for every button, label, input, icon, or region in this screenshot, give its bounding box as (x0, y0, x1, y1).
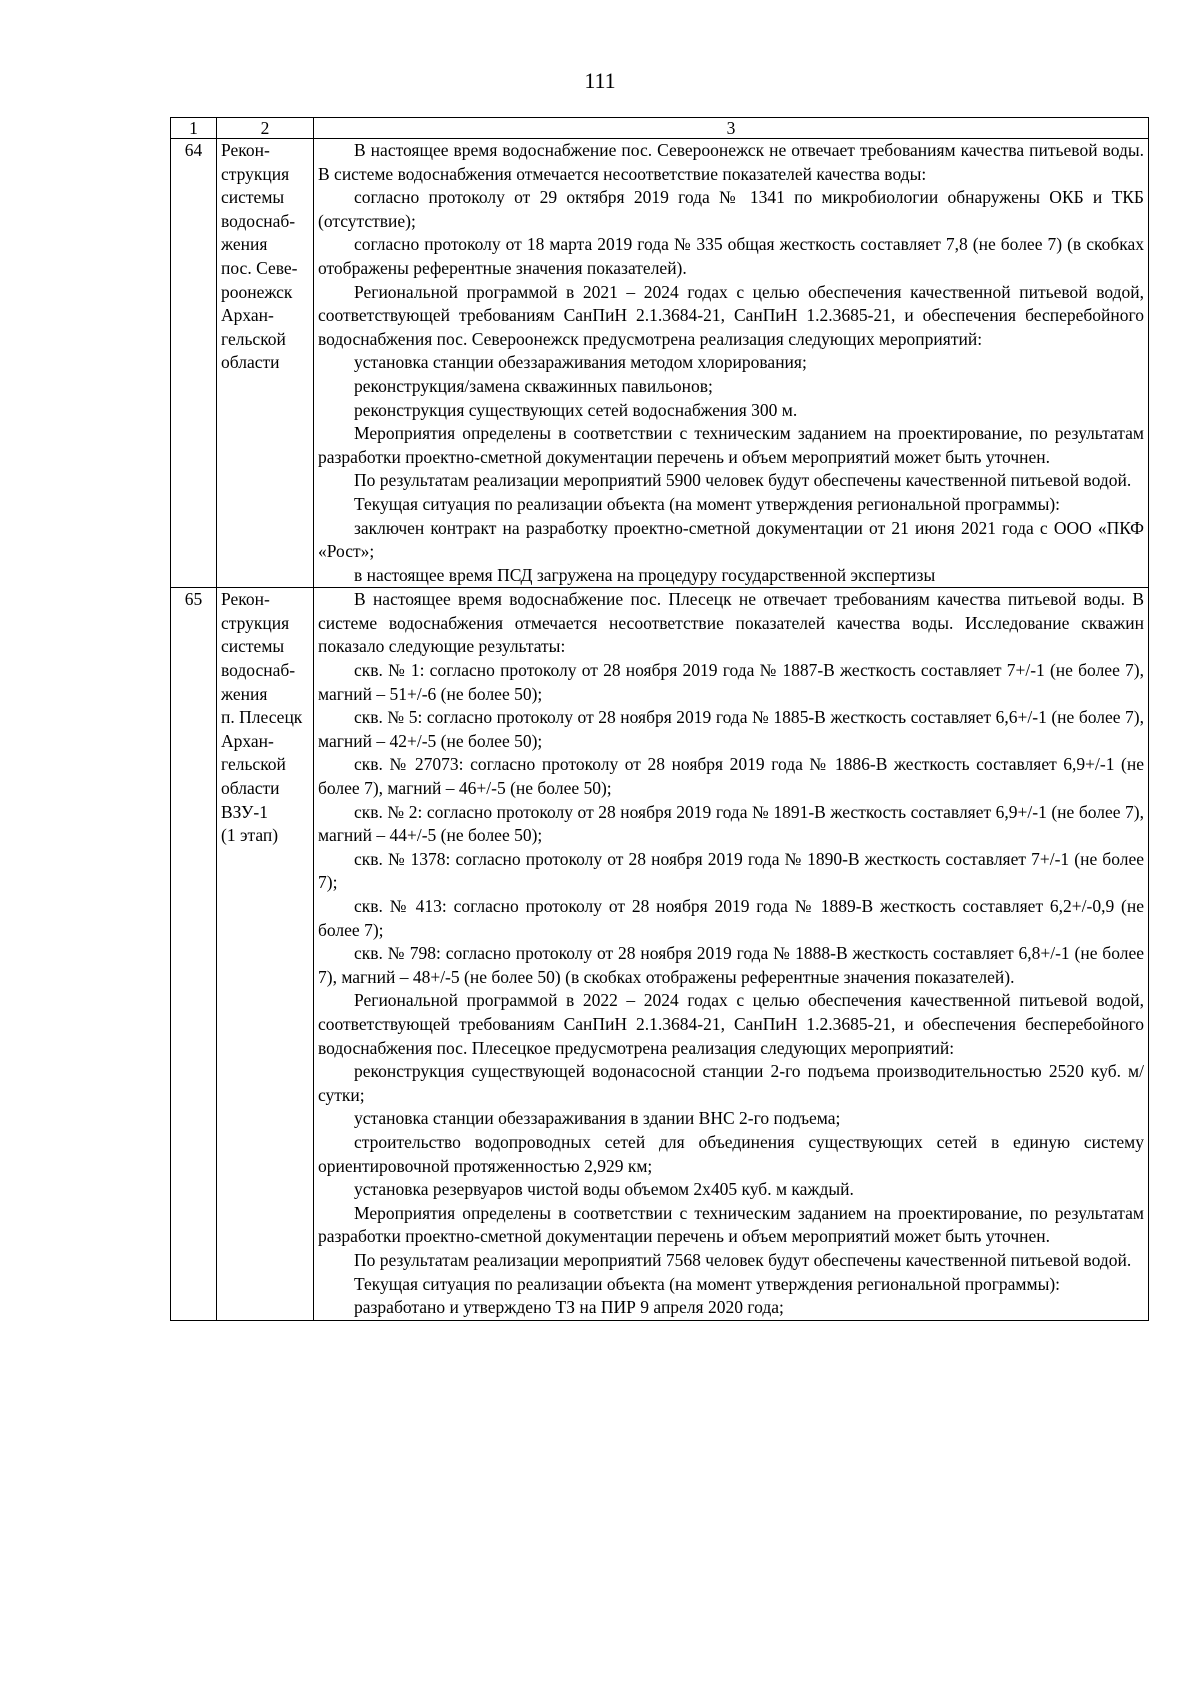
object-name-line: струкция (221, 163, 290, 184)
header-cell-3: 3 (314, 118, 1149, 139)
object-name-line: области (221, 778, 280, 799)
description-paragraph: скв. № 27073: согласно протоколу от 28 ноября 2019 года № 1886-В жесткость составляет 6,9+/-1 (не более 7), магний – 46+/-5 (не более 50); (318, 754, 1144, 799)
description-paragraph: Региональной программой в 2021 – 2024 годах с целью обеспечения качественной питьевой водой, соответствующей требованиям СанПиН 2.1.3684-21, СанПиН 1.2.3685-21, и обеспечения бесперебойного водоснабжения пос. Североонежск предусмотрена реализация следующих мероприятий: (318, 281, 1144, 349)
description-paragraph: реконструкция/замена скважинных павильонов; (354, 375, 713, 396)
description-paragraph: Текущая ситуация по реализации объекта (на момент утверждения региональной программы): (354, 493, 1061, 514)
table-header-row (171, 118, 1149, 139)
object-name-line: гельской (221, 754, 286, 775)
description-paragraph: По результатам реализации мероприятий 5900 человек будут обеспечены качественной питьевой водой. (354, 470, 1132, 491)
page-number: 111 (584, 68, 616, 93)
description-paragraph: строительство водопроводных сетей для объединения существующих сетей в единую систему ориентировочной протяженностью 2,929 км; (318, 1131, 1144, 1176)
description-paragraph: скв. № 5: согласно протоколу от 28 ноября 2019 года № 1885-В жесткость составляет 6,6+/-1 (не более 7), магний – 42+/-5 (не более 50); (318, 707, 1144, 751)
description-paragraph: разработано и утверждено ТЗ на ПИР 9 апреля 2020 года; (354, 1297, 784, 1318)
description-paragraph: Мероприятия определены в соответствии с техническим заданием на проектирование, по результатам разработки проектно-сметной документации перечень и объем мероприятий может быть уточнен. (318, 423, 1144, 467)
description-paragraph: Мероприятия определены в соответствии с техническим заданием на проектирование, по результатам разработки проектно-сметной документации перечень и объем мероприятий может быть уточнен. (318, 1202, 1144, 1247)
description-paragraph: Региональной программой в 2022 – 2024 годах с целью обеспечения качественной питьевой водой, соответствующей требованиям СанПиН 2.1.3684-21, СанПиН 1.2.3685-21, и обеспечения бесперебойного водоснабжения пос. Плесецкое предусмотрена реализация следующих мероприятий: (318, 990, 1144, 1058)
object-name-line: гельской (221, 328, 286, 349)
object-name-line: системы (221, 187, 285, 208)
object-name-line: Архан- (221, 730, 274, 751)
description-paragraph: скв. № 1: согласно протоколу от 28 ноября 2019 года № 1887-В жесткость составляет 7+/-1 (не более 7), магний – 51+/-6 (не более 50); (318, 660, 1144, 704)
description-paragraph: согласно протоколу от 18 марта 2019 года № 335 общая жесткость составляет 7,8 (не более 7) (в скобках отображены референтные значения показателей). (318, 234, 1144, 278)
description-paragraph: установка станции обеззараживания методом хлорирования; (354, 352, 807, 373)
object-name-line: водоснаб- (221, 210, 296, 231)
row-number-cell: 64 (171, 139, 217, 588)
description-paragraph: установка станции обеззараживания в здании ВНС 2-го подъема; (354, 1108, 841, 1129)
object-name-line: области (221, 352, 280, 373)
table-row (171, 139, 1149, 588)
object-name-line: Рекон- (221, 140, 270, 160)
description-paragraph: скв. № 1378: согласно протоколу от 28 ноября 2019 года № 1890-В жесткость составляет 7+/-1 (не более 7); (318, 848, 1144, 893)
object-name-cell (217, 139, 314, 588)
object-name-line: системы (221, 636, 285, 657)
table-row (171, 588, 1149, 1320)
document-table (170, 117, 1149, 1321)
description-paragraph: В настоящее время водоснабжение пос. Североонежск не отвечает требованиям качества питьевой воды. В системе водоснабжения отмечается несоответствие показателей качества воды: (318, 140, 1144, 184)
description-paragraph: согласно протоколу от 29 октября 2019 года № 1341 по микробиологии обнаружены ОКБ и ТКБ (отсутствие); (318, 187, 1144, 231)
object-name-line: Рекон- (221, 589, 270, 610)
object-name-line: п. Плесецк (221, 707, 303, 728)
description-paragraph: скв. № 2: согласно протоколу от 28 ноября 2019 года № 1891-В жесткость составляет 6,9+/-1 (не более 7), магний – 44+/-5 (не более 50); (318, 801, 1144, 846)
description-paragraph: скв. № 413: согласно протоколу от 28 ноября 2019 года № 1889-В жесткость составляет 6,2+/-0,9 (не более 7); (318, 896, 1144, 940)
object-name-line: Архан- (221, 305, 274, 326)
header-cell-1: 1 (171, 118, 217, 139)
object-name-line: ВЗУ-1 (221, 801, 268, 822)
description-paragraph: заключен контракт на разработку проектно-сметной документации от 21 июня 2021 года с ООО «ПКФ «Рост»; (318, 517, 1144, 562)
object-name-line: водоснаб- (221, 660, 296, 681)
description-cell (314, 588, 1149, 1320)
row-number-cell: 65 (171, 588, 217, 1320)
description-paragraph: реконструкция существующей водонасосной станции 2-го подъема производительностью 2520 куб. м/сутки; (318, 1061, 1144, 1105)
object-name-cell (217, 588, 314, 1320)
description-paragraph: В настоящее время водоснабжение пос. Плесецк не отвечает требованиям качества питьевой воды. В системе водоснабжения отмечается несоответствие показателей качества воды. Исследование скважин показало следующие результаты: (318, 589, 1144, 657)
description-paragraph: установка резервуаров чистой воды объемом 2x405 куб. м каждый. (354, 1179, 854, 1200)
object-name-line: (1 этап) (221, 825, 279, 846)
object-name-line: роонежск (221, 281, 293, 302)
description-paragraph: скв. № 798: согласно протоколу от 28 ноября 2019 года № 1888-В жесткость составляет 6,8+/-1 (не более 7), магний – 48+/-5 (не более 50) (в скобках отображены референтные значения показателей). (318, 943, 1144, 987)
description-cell (314, 139, 1149, 588)
description-paragraph: в настоящее время ПСД загружена на процедуру государственной экспертизы (354, 564, 936, 585)
description-paragraph: По результатам реализации мероприятий 7568 человек будут обеспечены качественной питьевой водой. (354, 1249, 1132, 1270)
object-name-line: жения (221, 234, 268, 255)
object-name-line: струкция (221, 612, 290, 633)
object-name-line: пос. Севе- (221, 257, 298, 278)
header-cell-2: 2 (217, 118, 314, 139)
description-paragraph: реконструкция существующих сетей водоснабжения 300 м. (354, 399, 798, 420)
object-name-line: жения (221, 683, 268, 704)
description-paragraph: Текущая ситуация по реализации объекта (на момент утверждения региональной программы): (354, 1273, 1061, 1294)
